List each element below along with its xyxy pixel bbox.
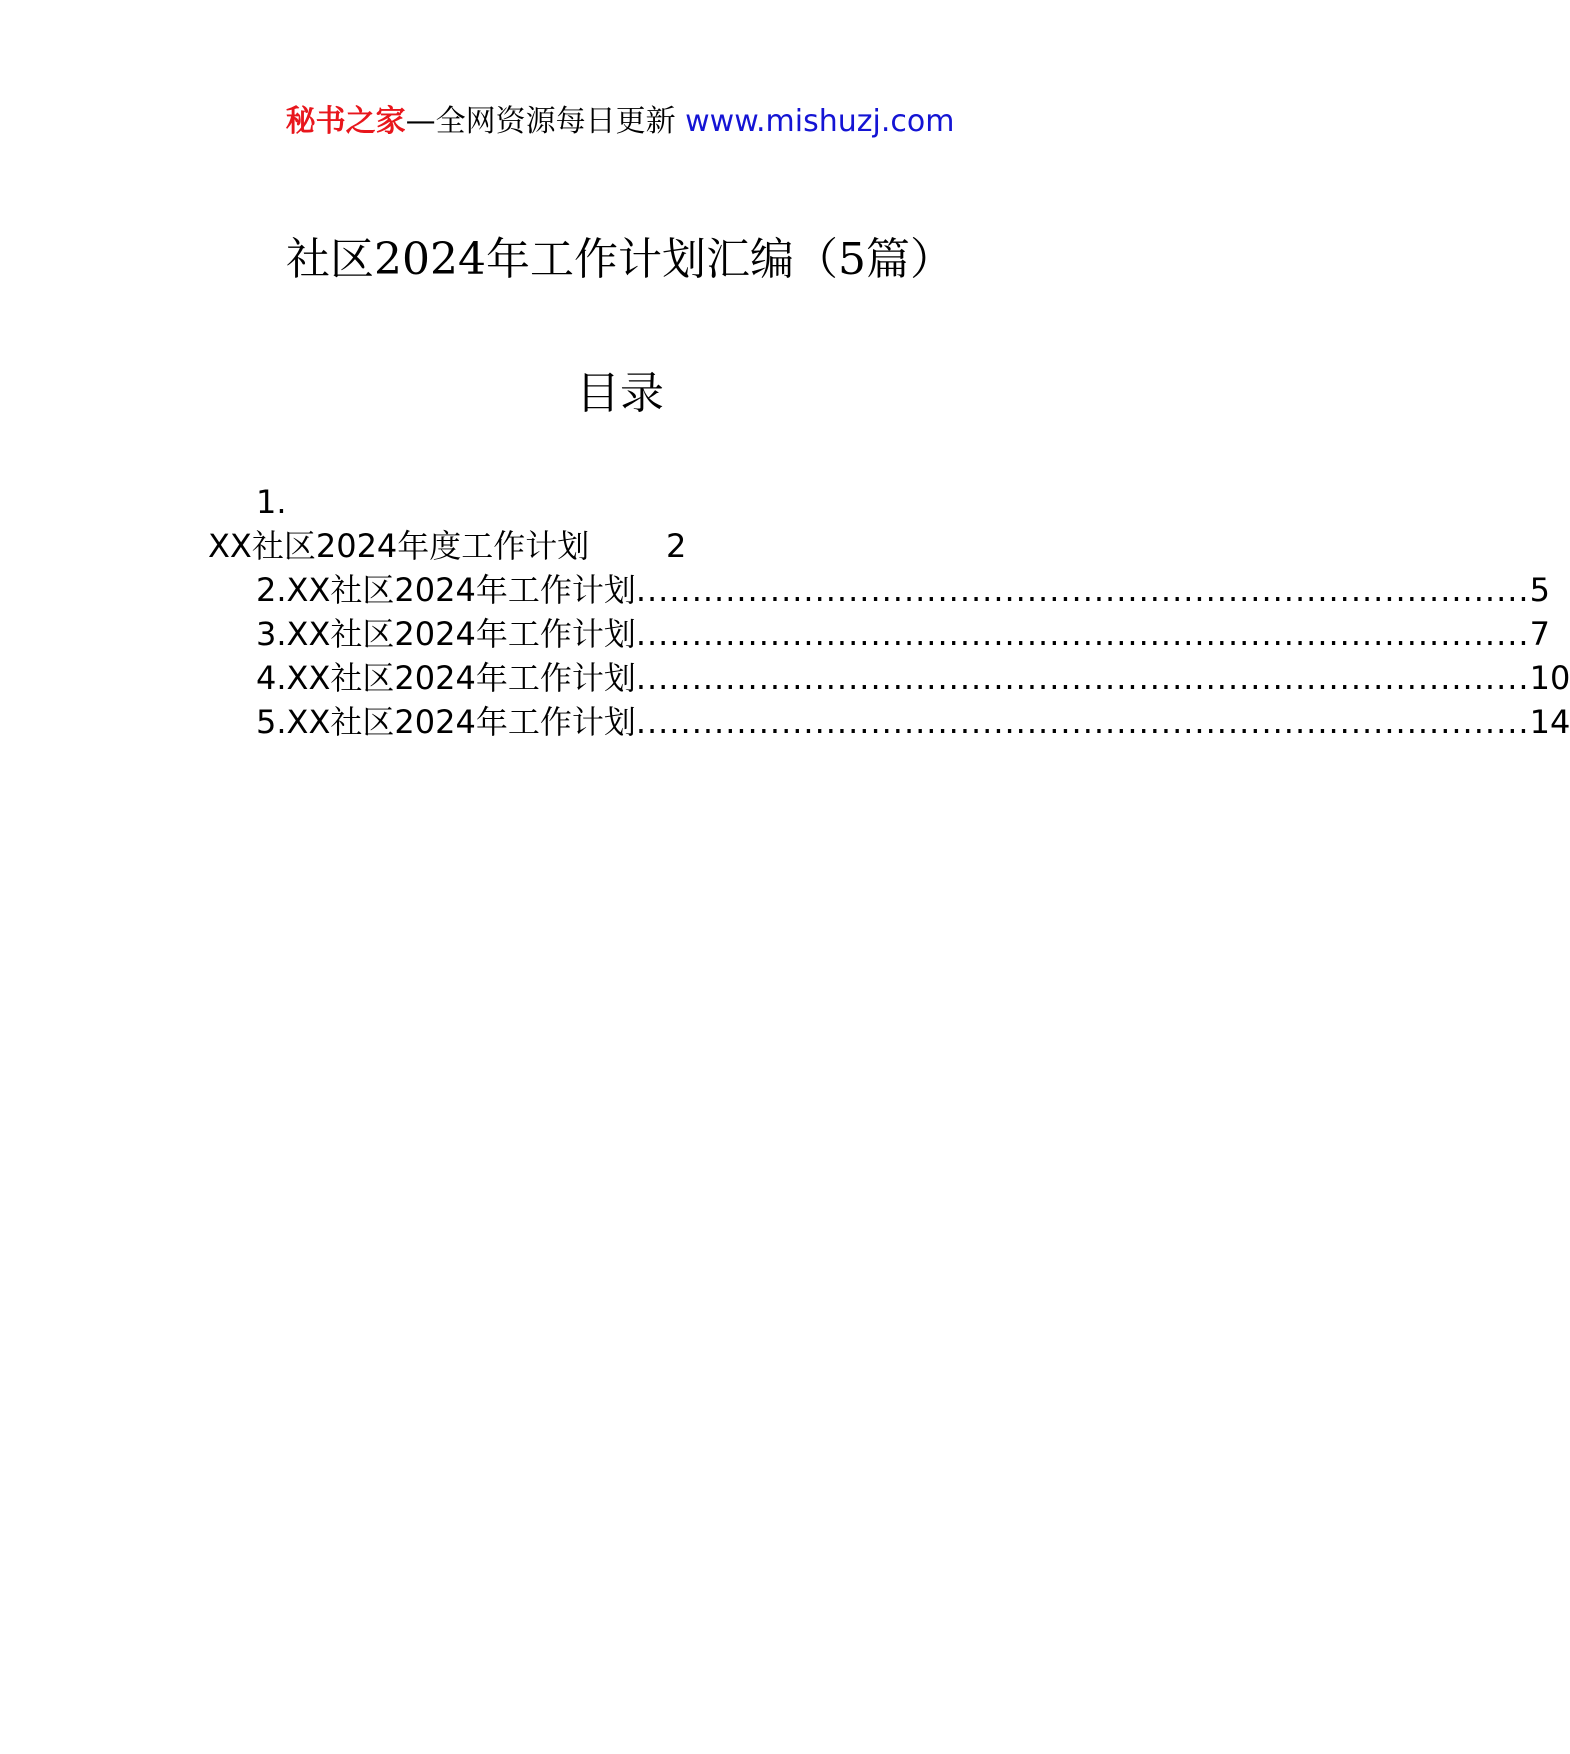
toc-entry-label: 5.XX社区2024年工作计划	[256, 703, 636, 741]
toc-dot-leader: ................................................................................	[635, 703, 1530, 741]
site-banner	[0, 100, 1240, 144]
toc-entry[interactable]	[256, 568, 1550, 612]
brand-name: 秘书之家	[285, 104, 406, 139]
toc-heading: 目录	[576, 368, 664, 419]
toc-entry-1-number[interactable]: 1.	[256, 483, 287, 521]
toc-entry-page: 5	[1529, 571, 1550, 609]
toc-entry[interactable]	[256, 700, 1570, 744]
toc-entry-label: 3.XX社区2024年工作计划	[256, 615, 636, 653]
toc-entry-page: 7	[1529, 615, 1550, 653]
toc-entry-1-page: 2	[666, 527, 687, 565]
toc-entry[interactable]	[256, 612, 1550, 656]
toc-entry[interactable]	[256, 656, 1570, 700]
toc-dot-leader: ................................................................................	[635, 571, 1530, 609]
toc-entry-page: 14	[1529, 703, 1570, 741]
toc-entry-label: 2.XX社区2024年工作计划	[256, 571, 636, 609]
toc-entry-1-label[interactable]: XX社区2024年度工作计划	[208, 527, 590, 565]
toc-dot-leader: ................................................................................	[635, 659, 1530, 697]
toc-dot-leader: ................................................................................	[635, 615, 1530, 653]
banner-tagline: —全网资源每日更新	[405, 104, 676, 139]
site-url-link[interactable]: www.mishuzj.com	[685, 104, 955, 139]
document-title: 社区2024年工作计划汇编（5篇）	[286, 234, 954, 285]
toc-entry-label: 4.XX社区2024年工作计划	[256, 659, 636, 697]
toc-entry-page: 10	[1529, 659, 1570, 697]
